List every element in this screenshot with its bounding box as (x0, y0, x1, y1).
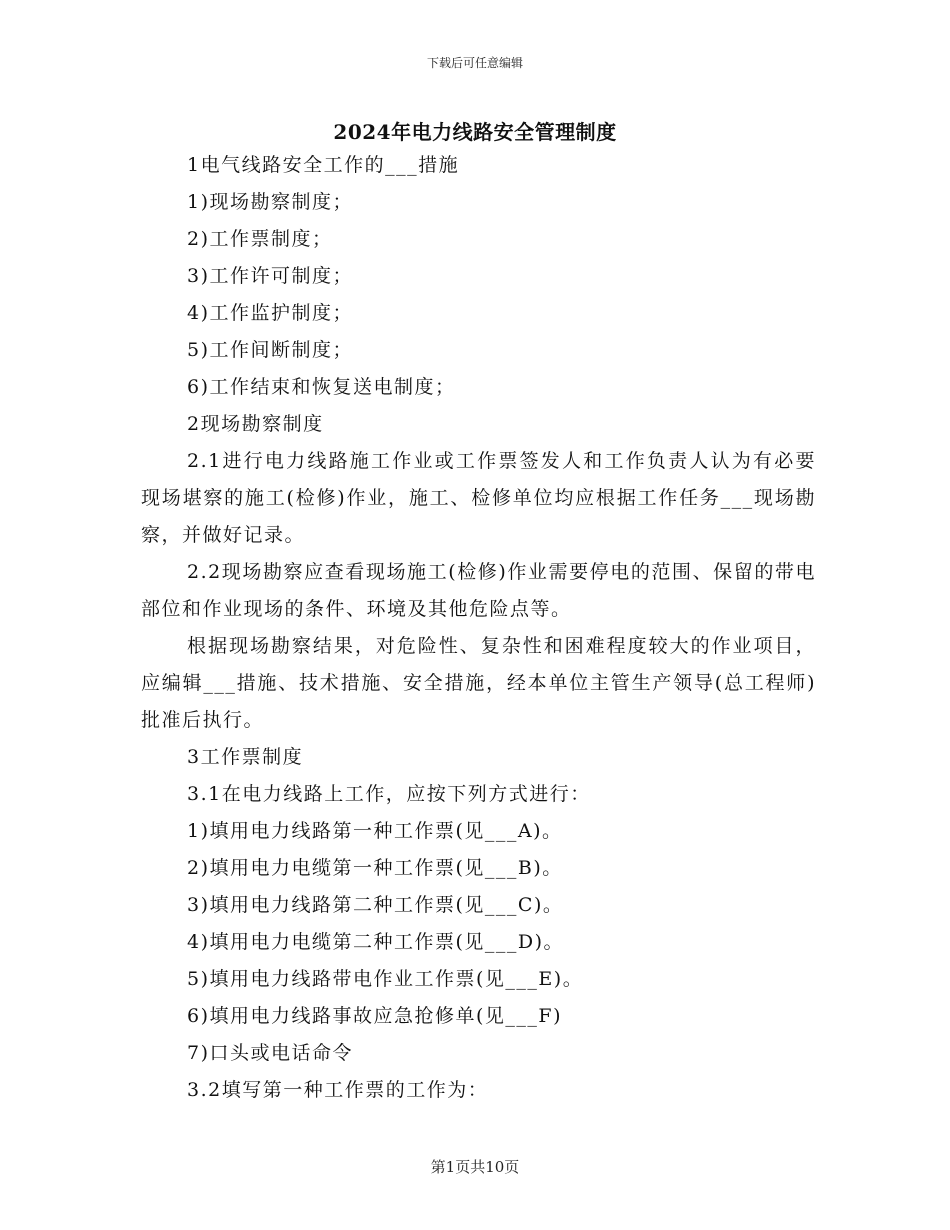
paragraph: 2)填用电力电缆第一种工作票(见___B)。 (187, 857, 563, 879)
paragraph: 2.2现场勘察应查看现场施工(检修)作业需要停电的范围、保留的带电部位和作业现场的条件、环境及其他危险点等。 (141, 561, 816, 620)
paragraph: 2)工作票制度； (187, 228, 333, 250)
paragraph: 3工作票制度 (187, 746, 304, 768)
paragraph: 3.2填写第一种工作票的工作为： (187, 1079, 489, 1101)
paragraph: 2.1进行电力线路施工作业或工作票签发人和工作负责人认为有必要现场堪察的施工(检修)作业，施工、检修单位均应根据工作任务___现场勘察，并做好记录。 (141, 450, 816, 546)
paragraph: 2现场勘察制度 (187, 413, 324, 435)
paragraph: 3)工作许可制度； (187, 265, 354, 287)
document-body (141, 147, 816, 1109)
document-title: 2024年电力线路安全管理制度 (333, 120, 617, 144)
paragraph: 6)填用电力线路事故应急抢修单(见___F) (187, 1005, 563, 1027)
paragraph: 5)填用电力线路带电作业工作票(见___E)。 (187, 968, 584, 990)
page-number: 第1页共10页 (430, 1158, 520, 1176)
paragraph: 7)口头或电话命令 (187, 1042, 354, 1064)
header-note: 下载后可任意编辑 (426, 56, 523, 70)
paragraph: 5)工作间断制度； (187, 339, 354, 361)
paragraph: 4)工作监护制度； (187, 302, 354, 324)
paragraph: 根据现场勘察结果，对危险性、复杂性和困难程度较大的作业项目，应编辑___措施、技术措施、安全措施，经本单位主管生产领导(总工程师)批准后执行。 (141, 635, 816, 731)
paragraph: 3)填用电力线路第二种工作票(见___C)。 (187, 894, 564, 916)
paragraph: 1)现场勘察制度； (187, 191, 354, 213)
paragraph: 6)工作结束和恢复送电制度； (187, 376, 456, 398)
paragraph: 4)填用电力电缆第二种工作票(见___D)。 (187, 931, 565, 953)
paragraph: 1电气线路安全工作的___措施 (187, 154, 460, 176)
paragraph: 1)填用电力线路第一种工作票(见___A)。 (187, 820, 563, 842)
paragraph: 3.1在电力线路上工作，应按下列方式进行： (187, 783, 591, 805)
